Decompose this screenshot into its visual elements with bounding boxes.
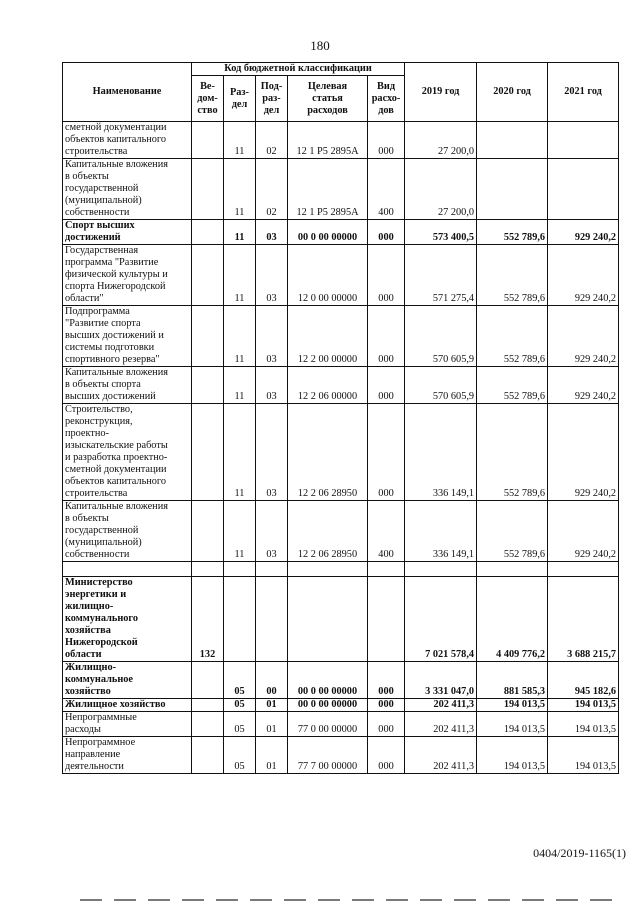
row-2020: 552 789,6 — [477, 501, 548, 562]
row-2021 — [548, 562, 619, 577]
row-razdel — [224, 562, 256, 577]
row-vedomstvo — [192, 712, 224, 737]
row-name: Государственная программа "Развитие физической культуры и спорта Нижегородской области" — [63, 245, 192, 306]
row-razdel: 11 — [224, 245, 256, 306]
row-celevaya — [288, 577, 368, 662]
row-celevaya — [288, 562, 368, 577]
row-vedomstvo — [192, 404, 224, 501]
table-row — [63, 712, 619, 737]
row-vedomstvo — [192, 562, 224, 577]
row-razdel: 11 — [224, 122, 256, 159]
row-vid: 000 — [368, 367, 405, 404]
row-vid: 400 — [368, 159, 405, 220]
page-number: 180 — [310, 38, 330, 53]
table-row — [63, 699, 619, 712]
row-podrazdel — [256, 562, 288, 577]
row-2020: 552 789,6 — [477, 220, 548, 245]
row-celevaya: 77 7 00 00000 — [288, 737, 368, 774]
row-vedomstvo — [192, 245, 224, 306]
row-2019: 27 200,0 — [405, 159, 477, 220]
row-2021: 194 013,5 — [548, 712, 619, 737]
scan-edge-divider — [80, 899, 620, 901]
row-2021: 945 182,6 — [548, 662, 619, 699]
table-body — [63, 122, 619, 774]
row-razdel: 11 — [224, 159, 256, 220]
row-vid: 000 — [368, 245, 405, 306]
row-2021: 194 013,5 — [548, 737, 619, 774]
row-2020: 552 789,6 — [477, 306, 548, 367]
row-name: Жилищно- коммунальное хозяйство — [63, 662, 192, 699]
table-row — [63, 306, 619, 367]
row-name: Министерство энергетики и жилищно- коммунального хозяйства Нижегородской области — [63, 577, 192, 662]
table-row — [63, 220, 619, 245]
row-2020 — [477, 562, 548, 577]
row-name: сметной документации объектов капитального строительства — [63, 122, 192, 159]
row-celevaya: 12 1 P5 2895A — [288, 159, 368, 220]
row-vid: 000 — [368, 122, 405, 159]
table-row — [63, 159, 619, 220]
row-razdel: 11 — [224, 220, 256, 245]
row-name: Спорт высших достижений — [63, 220, 192, 245]
row-podrazdel: 03 — [256, 245, 288, 306]
row-vedomstvo — [192, 662, 224, 699]
row-2021 — [548, 122, 619, 159]
row-2020: 881 585,3 — [477, 662, 548, 699]
header-vedomstvo: Ве- дом- ство — [192, 76, 224, 122]
row-2021: 929 240,2 — [548, 367, 619, 404]
row-vedomstvo — [192, 501, 224, 562]
row-podrazdel: 00 — [256, 662, 288, 699]
row-razdel: 05 — [224, 737, 256, 774]
row-2019: 3 331 047,0 — [405, 662, 477, 699]
row-celevaya: 12 0 00 00000 — [288, 245, 368, 306]
header-2021: 2021 год — [548, 63, 619, 122]
row-name: Капитальные вложения в объекты спорта высших достижений — [63, 367, 192, 404]
header-2020: 2020 год — [477, 63, 548, 122]
row-vid: 000 — [368, 699, 405, 712]
table-row — [63, 404, 619, 501]
row-name: Капитальные вложения в объекты государственной (муниципальной) собственности — [63, 501, 192, 562]
table-row — [63, 737, 619, 774]
row-celevaya: 00 0 00 00000 — [288, 220, 368, 245]
row-2019: 202 411,3 — [405, 699, 477, 712]
row-name: Непрограммное направление деятельности — [63, 737, 192, 774]
row-2020: 194 013,5 — [477, 699, 548, 712]
row-podrazdel: 03 — [256, 220, 288, 245]
row-2019: 570 605,9 — [405, 306, 477, 367]
row-vid: 400 — [368, 501, 405, 562]
row-2020: 552 789,6 — [477, 245, 548, 306]
table-row — [63, 367, 619, 404]
header-razdel: Раз- дел — [224, 76, 256, 122]
budget-table — [62, 62, 619, 774]
row-2019: 336 149,1 — [405, 501, 477, 562]
row-2020: 552 789,6 — [477, 404, 548, 501]
table-row — [63, 662, 619, 699]
table-row — [63, 577, 619, 662]
row-name: Жилищное хозяйство — [63, 699, 192, 712]
row-celevaya: 00 0 00 00000 — [288, 662, 368, 699]
row-name: Подпрограмма "Развитие спорта высших достижений и системы подготовки спортивного резерва" — [63, 306, 192, 367]
row-vid — [368, 577, 405, 662]
table-row — [63, 562, 619, 577]
row-podrazdel: 02 — [256, 122, 288, 159]
row-2021: 194 013,5 — [548, 699, 619, 712]
row-vedomstvo — [192, 159, 224, 220]
row-celevaya: 12 2 06 28950 — [288, 404, 368, 501]
row-2019: 202 411,3 — [405, 737, 477, 774]
row-razdel: 05 — [224, 662, 256, 699]
row-vedomstvo — [192, 122, 224, 159]
row-razdel: 05 — [224, 712, 256, 737]
row-podrazdel — [256, 577, 288, 662]
row-vid: 000 — [368, 404, 405, 501]
row-celevaya: 12 2 06 00000 — [288, 367, 368, 404]
header-celevaya: Целевая статья расходов — [288, 76, 368, 122]
row-vedomstvo — [192, 737, 224, 774]
row-celevaya: 12 2 06 28950 — [288, 501, 368, 562]
row-2020 — [477, 159, 548, 220]
row-2021 — [548, 159, 619, 220]
row-vedomstvo — [192, 699, 224, 712]
row-podrazdel: 01 — [256, 699, 288, 712]
table-row — [63, 245, 619, 306]
row-podrazdel: 03 — [256, 404, 288, 501]
row-vid: 000 — [368, 737, 405, 774]
row-vedomstvo — [192, 306, 224, 367]
header-name: Наименование — [63, 63, 192, 122]
row-razdel: 11 — [224, 306, 256, 367]
row-2019: 570 605,9 — [405, 367, 477, 404]
row-razdel: 11 — [224, 367, 256, 404]
row-2021: 929 240,2 — [548, 501, 619, 562]
row-2019: 7 021 578,4 — [405, 577, 477, 662]
row-2021: 3 688 215,7 — [548, 577, 619, 662]
row-vid: 000 — [368, 712, 405, 737]
row-vedomstvo: 132 — [192, 577, 224, 662]
header-2019: 2019 год — [405, 63, 477, 122]
row-2020: 194 013,5 — [477, 712, 548, 737]
row-razdel: 11 — [224, 404, 256, 501]
header-podrazdel: Под- раз- дел — [256, 76, 288, 122]
row-podrazdel: 02 — [256, 159, 288, 220]
row-podrazdel: 01 — [256, 737, 288, 774]
row-name: Строительство, реконструкция, проектно- изыскательские работы и разработка проектно- сметной документации объектов капитального строительства — [63, 404, 192, 501]
row-celevaya: 77 0 00 00000 — [288, 712, 368, 737]
row-vid — [368, 562, 405, 577]
header-vid: Вид расхо- дов — [368, 76, 405, 122]
row-2019: 573 400,5 — [405, 220, 477, 245]
row-vid: 000 — [368, 220, 405, 245]
table-row — [63, 122, 619, 159]
row-2019: 571 275,4 — [405, 245, 477, 306]
row-celevaya: 12 1 P5 2895A — [288, 122, 368, 159]
row-2020: 4 409 776,2 — [477, 577, 548, 662]
row-podrazdel: 03 — [256, 501, 288, 562]
row-2020: 552 789,6 — [477, 367, 548, 404]
row-2019: 202 411,3 — [405, 712, 477, 737]
row-vid: 000 — [368, 306, 405, 367]
row-2019: 27 200,0 — [405, 122, 477, 159]
row-podrazdel: 03 — [256, 306, 288, 367]
row-name — [63, 562, 192, 577]
row-name: Капитальные вложения в объекты государственной (муниципальной) собственности — [63, 159, 192, 220]
row-podrazdel: 01 — [256, 712, 288, 737]
table-header — [63, 63, 619, 122]
row-2020 — [477, 122, 548, 159]
row-name: Непрограммные расходы — [63, 712, 192, 737]
row-podrazdel: 03 — [256, 367, 288, 404]
row-vedomstvo — [192, 220, 224, 245]
row-2020: 194 013,5 — [477, 737, 548, 774]
row-2021: 929 240,2 — [548, 245, 619, 306]
row-vid: 000 — [368, 662, 405, 699]
row-2019: 336 149,1 — [405, 404, 477, 501]
header-code-group: Код бюджетной классификации — [192, 63, 405, 76]
row-2021: 929 240,2 — [548, 220, 619, 245]
row-celevaya: 12 2 00 00000 — [288, 306, 368, 367]
row-razdel: 05 — [224, 699, 256, 712]
document-code: 0404/2019-1165(1) — [533, 846, 626, 860]
row-2019 — [405, 562, 477, 577]
row-celevaya: 00 0 00 00000 — [288, 699, 368, 712]
row-razdel — [224, 577, 256, 662]
table-row — [63, 501, 619, 562]
row-razdel: 11 — [224, 501, 256, 562]
row-2021: 929 240,2 — [548, 404, 619, 501]
row-2021: 929 240,2 — [548, 306, 619, 367]
row-vedomstvo — [192, 367, 224, 404]
